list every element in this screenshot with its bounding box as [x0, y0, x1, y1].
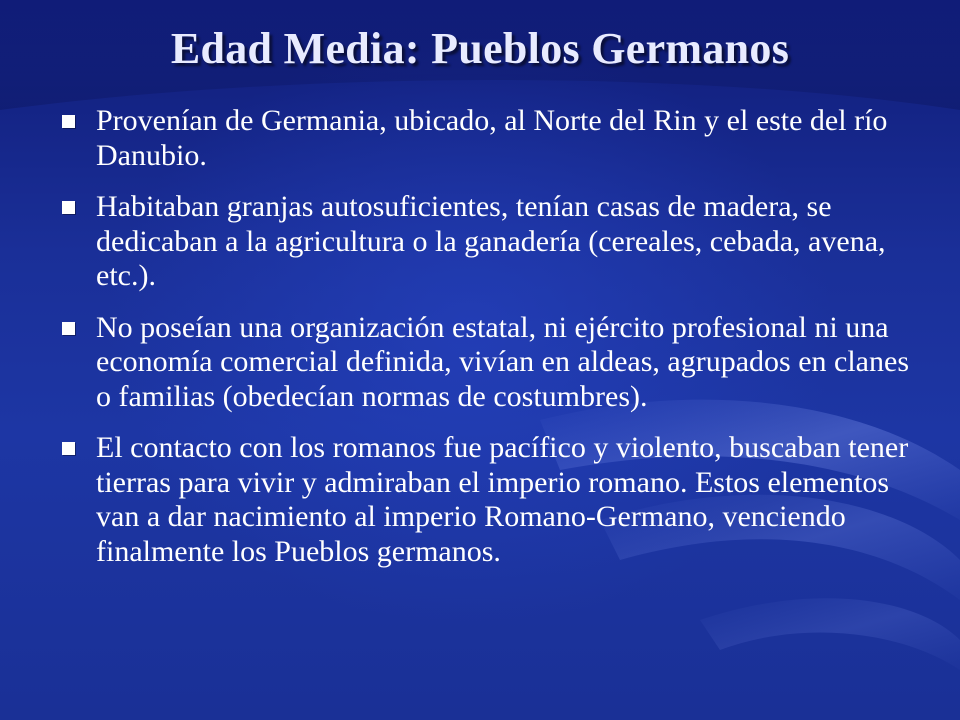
bullet-item	[60, 311, 920, 415]
slide-title: Edad Media: Pueblos Germanos	[170, 24, 790, 73]
square-bullet-icon	[62, 322, 75, 335]
square-bullet-icon	[62, 115, 75, 128]
bullet-item	[60, 104, 920, 173]
bullet-list	[60, 104, 920, 586]
bullet-text: Provenían de Germania, ubicado, al Norte del Rin y el este del río Danubio.	[96, 104, 888, 172]
bullet-item	[60, 431, 920, 569]
bullet-text: No poseían una organización estatal, ni ejército profesional ni una economía comercial definida, vivían en aldeas, agrupados en clanes o familias (obedecían normas de costumbres).	[96, 310, 909, 413]
bullet-item	[60, 190, 920, 294]
square-bullet-icon	[62, 201, 75, 214]
square-bullet-icon	[62, 442, 75, 455]
bullet-text: Habitaban granjas autosuficientes, tenían casas de madera, se dedicaban a la agricultura o la ganadería (cereales, cebada, avena, etc.).	[96, 190, 886, 292]
bullet-text: El contacto con los romanos fue pacífico y violento, buscaban tener tierras para vivir y admiraban el imperio romano. Estos elementos van a dar nacimiento al imperio Romano-Germano, venciendo finalmente los Pueblos germanos.	[96, 431, 909, 568]
